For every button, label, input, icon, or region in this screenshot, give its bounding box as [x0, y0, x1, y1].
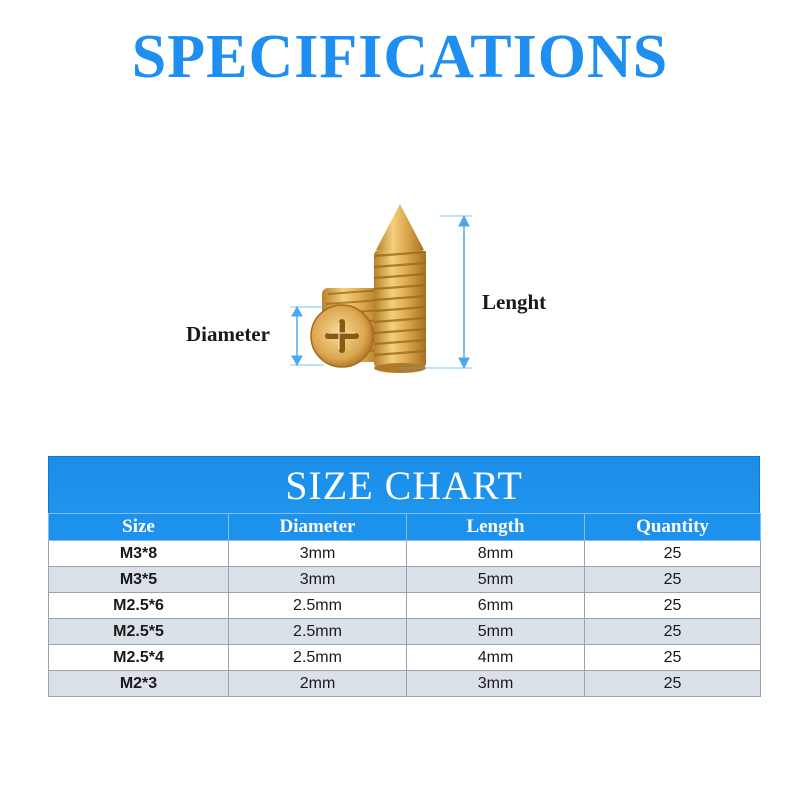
size-cell: M3*8 [49, 541, 229, 567]
column-header-length: Length [407, 514, 585, 541]
quantity-cell: 25 [585, 671, 761, 697]
table-row [49, 645, 761, 671]
length-cell: 8mm [407, 541, 585, 567]
length-cell: 5mm [407, 619, 585, 645]
size-cell: M2*3 [49, 671, 229, 697]
size-chart [48, 456, 760, 697]
length-cell: 3mm [407, 671, 585, 697]
diameter-cell: 2mm [229, 671, 407, 697]
size-chart-table [48, 513, 761, 697]
length-label: Lenght [482, 290, 547, 314]
quantity-cell: 25 [585, 541, 761, 567]
table-row [49, 671, 761, 697]
column-header-diameter: Diameter [229, 514, 407, 541]
phillips-head [311, 305, 373, 367]
diameter-cell: 3mm [229, 567, 407, 593]
table-row [49, 619, 761, 645]
column-header-quantity: Quantity [585, 514, 761, 541]
tall-screw [374, 204, 426, 373]
diameter-cell: 3mm [229, 541, 407, 567]
diameter-label: Diameter [186, 322, 270, 346]
quantity-cell: 25 [585, 645, 761, 671]
size-cell: M2.5*4 [49, 645, 229, 671]
brass-screws-illustration [0, 190, 800, 400]
size-cell: M3*5 [49, 567, 229, 593]
table-row [49, 567, 761, 593]
diameter-cell: 2.5mm [229, 593, 407, 619]
diameter-cell: 2.5mm [229, 645, 407, 671]
product-figure [0, 190, 800, 400]
length-cell: 4mm [407, 645, 585, 671]
diameter-cell: 2.5mm [229, 619, 407, 645]
size-cell: M2.5*5 [49, 619, 229, 645]
table-row [49, 541, 761, 567]
column-header-size: Size [49, 514, 229, 541]
size-cell: M2.5*6 [49, 593, 229, 619]
table-row [49, 593, 761, 619]
length-cell: 6mm [407, 593, 585, 619]
table-header-row [49, 514, 761, 541]
page-title: SPECIFICATIONS [131, 23, 669, 91]
size-chart-heading: SIZE CHART [48, 456, 760, 513]
quantity-cell: 25 [585, 619, 761, 645]
quantity-cell: 25 [585, 567, 761, 593]
quantity-cell: 25 [585, 593, 761, 619]
length-cell: 5mm [407, 567, 585, 593]
